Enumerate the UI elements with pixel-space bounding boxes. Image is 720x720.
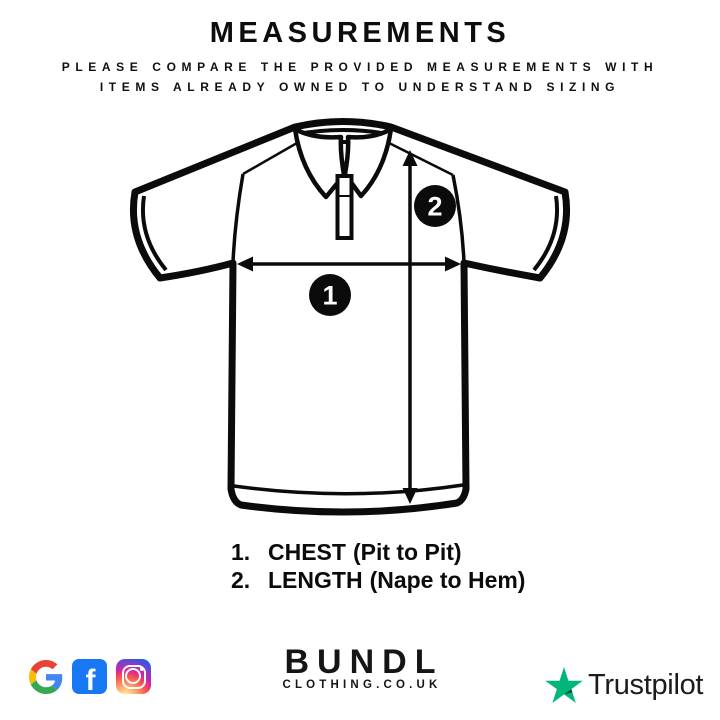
subtitle-line-2: ITEMS ALREADY OWNED TO UNDERSTAND SIZING xyxy=(99,80,621,94)
legend-detail: (Pit to Pit) xyxy=(352,539,462,565)
legend-label: CHEST xyxy=(268,539,346,565)
legend-detail: (Nape to Hem) xyxy=(369,567,526,593)
facebook-letter: f xyxy=(85,663,96,694)
brand-domain: CLOTHING.CO.UK xyxy=(282,679,442,691)
trustpilot-label: Trustpilot xyxy=(588,668,704,701)
marker-1-number: 1 xyxy=(322,280,338,311)
legend-item-length xyxy=(231,567,525,595)
marker-1 xyxy=(309,274,351,316)
legend-number: 1. xyxy=(231,539,251,565)
marker-2-number: 2 xyxy=(427,191,443,222)
trustpilot-logo[interactable] xyxy=(545,667,703,703)
trustpilot-star-icon xyxy=(545,667,583,703)
subtitle-line-1: PLEASE COMPARE THE PROVIDED MEASUREMENTS WITH xyxy=(61,60,659,74)
legend-number: 2. xyxy=(231,567,251,593)
placket xyxy=(338,176,352,238)
measurement-legend xyxy=(231,539,525,595)
legend-label: LENGTH xyxy=(268,567,363,593)
page-title: MEASUREMENTS xyxy=(209,17,511,49)
brand-name: BUNDL xyxy=(284,643,444,681)
legend-item-chest xyxy=(231,539,525,567)
marker-2 xyxy=(414,185,456,227)
